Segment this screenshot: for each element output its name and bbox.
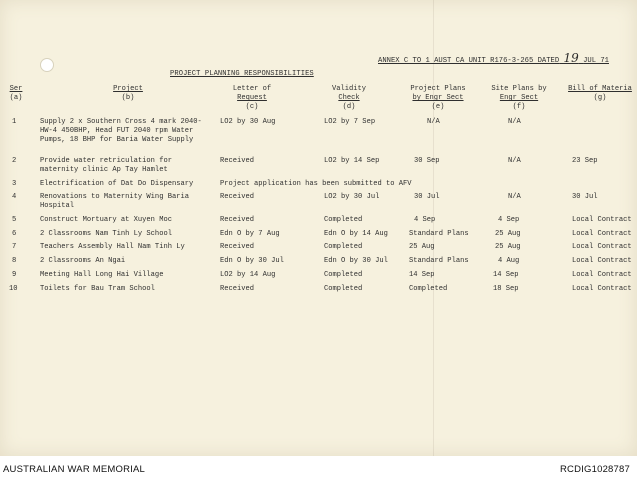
column-header-project: Project (b) bbox=[113, 85, 143, 102]
row-ser: 7 bbox=[12, 243, 17, 251]
column-header-letter: Letter of Request (c) bbox=[232, 85, 272, 111]
row-ser: 8 bbox=[12, 257, 17, 265]
row-ser: 3 bbox=[12, 180, 17, 188]
punch-hole bbox=[40, 58, 54, 72]
row-site-plans: 4 Aug bbox=[498, 257, 520, 265]
row-validity: Edn O by 14 Aug bbox=[324, 230, 388, 238]
row-project-plans: 4 Sep bbox=[414, 216, 436, 224]
row-ser: 1 bbox=[12, 118, 17, 126]
row-letter: Edn O by 30 Jul bbox=[220, 257, 284, 265]
row-project: Provide water retriculation for maternity clinic Ap Tay Hamlet bbox=[40, 157, 172, 174]
row-site-plans: 25 Aug bbox=[495, 230, 521, 238]
row-validity: Completed bbox=[324, 216, 363, 224]
row-site-plans: N/A bbox=[508, 193, 521, 201]
row-validity: LO2 by 30 Jul bbox=[324, 193, 380, 201]
row-letter: LO2 by 30 Aug bbox=[220, 118, 276, 126]
row-site-plans: N/A bbox=[508, 157, 521, 165]
row-bill: Local Contract bbox=[572, 257, 632, 265]
row-bill: Local Contract bbox=[572, 285, 632, 293]
column-header-project-plans: Project Plans by Engr Sect (e) bbox=[410, 85, 466, 111]
row-project: Supply 2 x Southern Cross 4 mark 2040-HW-4 450BHP, Head FUT 2040 rpm Water Pumps, 18 BHP for Baria Water Supply bbox=[40, 118, 202, 144]
column-header-bill-of-materials: Bill of Materia (g) bbox=[568, 85, 632, 102]
row-project-plans: 30 Jul bbox=[414, 193, 440, 201]
row-letter: Edn O by 7 Aug bbox=[220, 230, 280, 238]
row-bill: 23 Sep bbox=[572, 157, 598, 165]
row-bill: Local Contract bbox=[572, 230, 632, 238]
annex-suffix: JUL 71 bbox=[583, 57, 609, 65]
row-project-plans: 25 Aug bbox=[409, 243, 435, 251]
row-validity: LO2 by 7 Sep bbox=[324, 118, 376, 126]
row-site-plans: N/A bbox=[508, 118, 521, 126]
row-project: Toilets for Bau Tram School bbox=[40, 285, 155, 293]
column-header-site-plans: Site Plans by Engr Sect (f) bbox=[491, 85, 547, 111]
row-project-plans: 14 Sep bbox=[409, 271, 435, 279]
document-title: PROJECT PLANNING RESPONSIBILITIES bbox=[170, 70, 314, 78]
row-letter: Received bbox=[220, 216, 255, 224]
row-project-plans: Standard Plans bbox=[409, 257, 469, 265]
row-ser: 5 bbox=[12, 216, 17, 224]
row-project-plans: 30 Sep bbox=[414, 157, 440, 165]
paper-fold-line bbox=[433, 0, 434, 456]
row-project: Renovations to Maternity Wing Baria Hospital bbox=[40, 193, 189, 210]
row-validity: LO2 by 14 Sep bbox=[324, 157, 380, 165]
row-letter: Received bbox=[220, 157, 255, 165]
row-project-plans: N/A bbox=[427, 118, 440, 126]
annex-day-handwritten: 19 bbox=[563, 51, 579, 65]
row-project: Construct Mortuary at Xuyen Moc bbox=[40, 216, 172, 224]
annex-prefix: ANNEX C TO 1 AUST CA UNIT R176-3-265 DATED bbox=[378, 57, 560, 65]
row-letter: Received bbox=[220, 193, 255, 201]
row-letter: Received bbox=[220, 285, 255, 293]
row-project: Meeting Hall Long Hai Village bbox=[40, 271, 164, 279]
row-bill: Local Contract bbox=[572, 243, 632, 251]
footer-archive-name: AUSTRALIAN WAR MEMORIAL bbox=[3, 464, 146, 475]
row-project-plans: Completed bbox=[409, 285, 448, 293]
row-ser: 4 bbox=[12, 193, 17, 201]
row-project: Electrification of Dat Do Dispensary bbox=[40, 180, 194, 188]
row-site-plans: 4 Sep bbox=[498, 216, 520, 224]
row-site-plans: 18 Sep bbox=[493, 285, 519, 293]
row-validity: Completed bbox=[324, 243, 363, 251]
row-site-plans: 14 Sep bbox=[493, 271, 519, 279]
annex-reference bbox=[378, 51, 609, 66]
row-letter: LO2 by 14 Aug bbox=[220, 271, 276, 279]
row-ser: 2 bbox=[12, 157, 17, 165]
row-site-plans: 25 Aug bbox=[495, 243, 521, 251]
row-letter: Received bbox=[220, 243, 255, 251]
column-header-validity: Validity Check (d) bbox=[331, 85, 367, 111]
row-letter: Project application has been submitted to AFV bbox=[220, 180, 412, 188]
row-ser: 10 bbox=[9, 285, 18, 293]
row-project: 2 Classrooms Nam Tinh Ly School bbox=[40, 230, 172, 238]
row-project: 2 Classrooms An Ngai bbox=[40, 257, 126, 265]
row-project-plans: Standard Plans bbox=[409, 230, 469, 238]
row-validity: Completed bbox=[324, 271, 363, 279]
row-validity: Completed bbox=[324, 285, 363, 293]
column-header-ser: Ser (a) bbox=[9, 85, 23, 102]
row-bill: Local Contract bbox=[572, 216, 632, 224]
row-ser: 9 bbox=[12, 271, 17, 279]
footer-record-id: RCDIG1028787 bbox=[560, 464, 630, 475]
row-ser: 6 bbox=[12, 230, 17, 238]
row-project: Teachers Assembly Hall Nam Tinh Ly bbox=[40, 243, 185, 251]
row-validity: Edn O by 30 Jul bbox=[324, 257, 388, 265]
row-bill: Local Contract bbox=[572, 271, 632, 279]
row-bill: 30 Jul bbox=[572, 193, 598, 201]
